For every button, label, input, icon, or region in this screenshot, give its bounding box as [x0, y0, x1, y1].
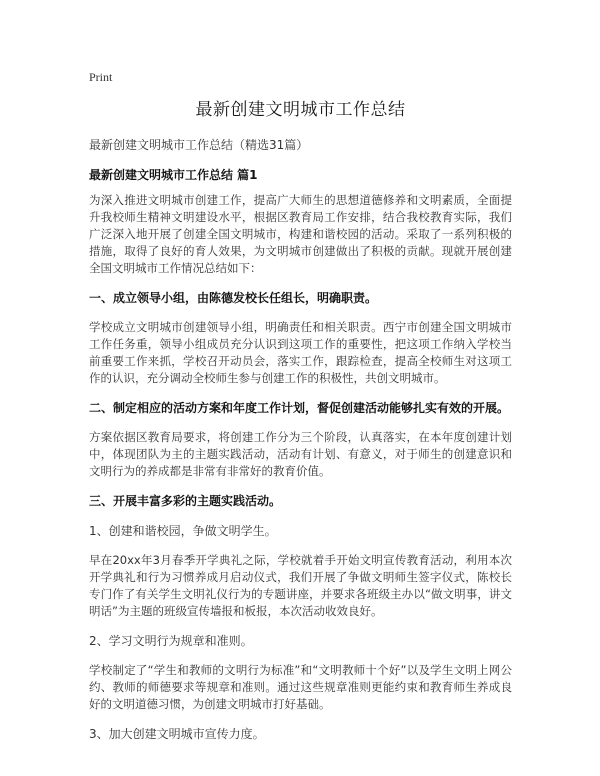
heading-leadership-group: 一、成立领导小组，由陈德发校长任组长，明确职责。	[89, 291, 378, 305]
document-subtitle: 最新创建文明城市工作总结（精选31篇）	[89, 138, 309, 152]
paragraph-intro: 为深入推进文明城市创建工作，提高广大师生的思想道德修养和文明素质，全面提升我校师生精神文明建设水平，根据区教育局工作安排，结合我校教育实际，我们广泛深入地开展了创建全国文明城市，构建和谐校园的活动。采取了一系列积极的措施，取得了良好的育人效果，为文明城市创建做出了积极的贡献。现就开展创建全国文明城市工作情况总结如下：	[89, 193, 512, 275]
subheading-civilized-rules: 2、学习文明行为规章和准则。	[89, 634, 253, 648]
paragraph-harmonious-campus: 早在20xx年3月春季开学典礼之际，学校就着手开始文明宣传教育活动，利用本次开学典礼和行为习惯养成月启动仪式，我们开展了争做文明师生签字仪式，陈校长专门作了有关学生文明礼仪行为的专题讲座，并要求各班级主办以“做文明事，讲文明话”为主题的班级宣传墙报和板报，本次活动收效良好。	[89, 553, 512, 618]
page-title: 最新创建文明城市工作总结	[195, 100, 406, 120]
subheading-harmonious-campus: 1、创建和谐校园，争做文明学生。	[89, 524, 277, 538]
heading-activity-plan: 二、制定相应的活动方案和年度工作计划，督促创建活动能够扎实有效的开展。	[89, 401, 510, 415]
section-title: 最新创建文明城市工作总结 篇1	[89, 168, 258, 182]
subheading-publicity: 3、加大创建文明城市宣传力度。	[89, 727, 265, 741]
print-label[interactable]: Print	[89, 70, 113, 84]
paragraph-activity-plan: 方案依据区教育局要求，将创建工作分为三个阶段，认真落实，在本年度创建计划中，体现团队为主的主题实践活动，活动有计划、有意义，对于师生的创建意识和文明行为的养成都是非常有非常好的教育价值。	[89, 430, 512, 478]
paragraph-leadership-group: 学校成立文明城市创建领导小组，明确责任和相关职责。西宁市创建全国文明城市工作任务重，领导小组成员充分认识到这项工作的重要性，把这项工作纳入学校当前重要工作来抓，学校召开动员会，落实工作，跟踪检查，提高全校师生对这项工作的认识，充分调动全校师生参与创建工作的积极性，共创文明城市。	[89, 320, 512, 385]
heading-practice-activities: 三、开展丰富多彩的主题实践活动。	[89, 494, 282, 508]
paragraph-civilized-rules: 学校制定了“学生和教师的文明行为标准”和“文明教师十个好”以及学生文明上网公约、教师的师德要求等规章和准则。通过这些规章准则更能约束和教育师生养成良好的文明道德习惯，为创建文明城市打好基础。	[89, 663, 512, 711]
